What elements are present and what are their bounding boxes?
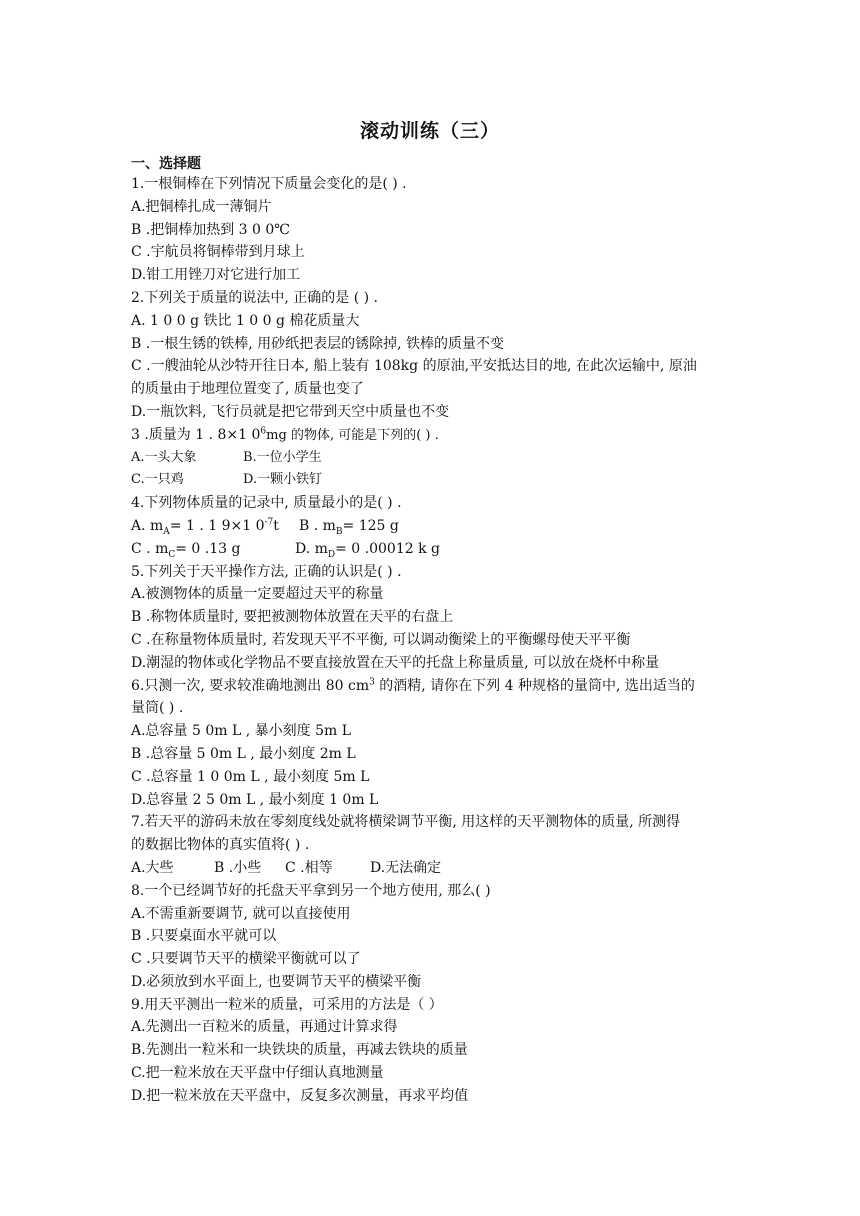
- question-9-option-d: D.把一粒米放在天平盘中，反复多次测量，再求平均值: [131, 1087, 469, 1104]
- question-4-option-b-value: = 125 g: [342, 517, 399, 534]
- question-1-option-d: D.钳工用锉刀对它进行加工: [131, 267, 301, 284]
- question-2-option-b: B .一根生锈的铁棒, 用砂纸把表层的锈除掉, 铁棒的质量不变: [131, 335, 504, 352]
- question-8-stem: 8.一个已经调节好的托盘天平拿到另一个地方使用, 那么( ): [131, 882, 491, 899]
- question-6-option-b: B .总容量 5 0m L , 最小刻度 2m L: [131, 745, 356, 762]
- question-7-options: [131, 857, 731, 880]
- question-2-option-d: D.一瓶饮料, 飞行员就是把它带到天空中质量也不变: [131, 403, 450, 420]
- question-6-stem-line2: 量筒( ) .: [131, 700, 184, 717]
- question-8-option-b: B .只要桌面水平就可以: [131, 928, 277, 945]
- section-heading: 一、选择题: [131, 156, 201, 172]
- question-6-option-d: D.总容量 2 5 0m L , 最小刻度 1 0m L: [131, 791, 379, 808]
- question-4-option-d-symbol: D. m: [295, 540, 328, 557]
- question-6-option-a: A.总容量 5 0m L , 暴小刻度 5m L: [131, 723, 352, 740]
- question-6-option-c: C .总容量 1 0 0m L , 最小刻度 5m L: [131, 768, 370, 785]
- question-5-option-b: B .称物体质量时, 要把被测物体放置在天平的右盘上: [131, 609, 454, 626]
- question-4-option-b-symbol: B . m: [299, 517, 336, 534]
- question-1-option-b: B .把铜棒加热到 3 0 0℃: [131, 221, 290, 238]
- question-4-option-d-value: = 0 .00012 k g: [335, 540, 440, 557]
- question-4-option-a-value: = 1 . 1 9×1 0: [169, 517, 265, 534]
- question-3-exponent: 6: [260, 426, 267, 437]
- question-5-stem: 5.下列关于天平操作方法, 正确的认识是( ) .: [131, 563, 402, 580]
- question-4-option-c-value: = 0 .13 g: [175, 540, 241, 557]
- question-4-option-b-subscript: B: [335, 526, 343, 537]
- question-1-option-a: A.把铜棒扎成一薄铜片: [131, 198, 272, 215]
- question-3-options-row2: [131, 469, 731, 492]
- question-6-exponent: 3: [369, 676, 375, 687]
- question-3-option-b: B.一位小学生: [243, 449, 322, 465]
- question-8-option-a: A.不需重新要调节, 就可以直接使用: [131, 905, 351, 922]
- question-4-stem: 4.下列物体质量的记录中, 质量最小的是( ) .: [131, 495, 402, 512]
- question-9-option-a: A.先测出一百粒米的质量，再通过计算求得: [131, 1019, 398, 1036]
- question-6-stem-suffix: 的酒精, 请你在下列 4 种规格的量筒中, 选出适当的: [374, 677, 695, 694]
- question-8-option-d: D.必须放到水平面上, 也要调节天平的横梁平衡: [131, 973, 422, 990]
- question-3-options-row1: [131, 447, 731, 470]
- question-3-option-d: D.一颗小铁钉: [243, 472, 323, 488]
- question-3-stem-prefix: 3 .质量为 1 . 8×1 0: [131, 426, 261, 443]
- question-6-stem-prefix: 6.只测一次, 要求较准确地测出 80 cm: [131, 677, 370, 694]
- question-2-option-c-line2: 的质量由于地理位置变了, 质量也变了: [131, 381, 364, 398]
- question-7-option-c: C .相等: [285, 859, 333, 876]
- question-2-option-c-line1: C .一艘油轮从沙特开往日本, 船上装有 108kg 的原油,平安抵达目的地, 在此次运输中, 原油: [131, 358, 697, 375]
- question-6-stem-line1: [131, 675, 731, 698]
- question-4-options-row2: [131, 538, 731, 561]
- question-4-option-a-subscript: A: [163, 526, 170, 537]
- question-4-option-d-subscript: D: [327, 549, 336, 560]
- question-7-option-d: D.无法确定: [370, 859, 442, 876]
- question-list: [131, 173, 731, 1108]
- question-7-stem-line1: 7.若天平的游码未放在零刻度线处就将横梁调节平衡, 用这样的天平测物体的质量, 所测得: [131, 814, 681, 831]
- question-3-stem-suffix: mg 的物体, 可能是下列的( ) .: [266, 427, 439, 443]
- question-2-stem: 2.下列关于质量的说法中, 正确的是 ( ) .: [131, 289, 378, 306]
- question-4-option-c-symbol: C . m: [131, 540, 169, 557]
- question-9-stem: 9.用天平测出一粒米的质量，可采用的方法是（ ）: [131, 996, 443, 1013]
- question-1-option-c: C .宇航员将铜棒带到月球上: [131, 244, 305, 261]
- question-5-option-a: A.被测物体的质量一定要超过天平的称量: [131, 586, 384, 603]
- question-4-option-a-unit: t: [273, 517, 279, 534]
- question-4-option-c: [131, 538, 295, 561]
- question-3-option-a: A.一头大象: [131, 449, 197, 465]
- question-5-option-c: C .在称量物体质量时, 若发现天平不平衡, 可以调动衡梁上的平衡螺母使天平平衡: [131, 631, 631, 648]
- question-4-option-b: [299, 515, 399, 538]
- question-8-option-c: C .只要调节天平的横梁平衡就可以了: [131, 951, 361, 968]
- question-4-option-c-subscript: C: [168, 549, 176, 560]
- question-7-stem-line2: 的数据比物体的真实值将( ) .: [131, 837, 310, 854]
- question-1-stem: 1.一根铜棒在下列情况下质量会变化的是( ) .: [131, 176, 407, 192]
- question-2-option-a: A. 1 0 0 g 铁比 1 0 0 g 棉花质量大: [131, 312, 360, 329]
- question-7-option-b: B .小些: [214, 859, 262, 876]
- question-4-option-a-symbol: A. m: [131, 517, 164, 534]
- question-4-options-row1: [131, 515, 731, 538]
- page-title: 滚动训练（三）: [359, 120, 500, 142]
- question-3-stem: [131, 424, 731, 447]
- question-4-option-a-exponent: -7: [264, 517, 274, 528]
- question-3-option-c: C.一只鸡: [131, 472, 184, 488]
- question-9-option-b: B.先测出一粒米和一块铁块的质量，再减去铁块的质量: [131, 1042, 468, 1059]
- question-9-option-c: C.把一粒米放在天平盘中仔细认真地测量: [131, 1065, 384, 1082]
- question-4-option-d: [295, 538, 440, 561]
- question-5-option-d: D.潮湿的物体或化学物品不要直接放置在天平的托盘上称量质量, 可以放在烧杯中称量: [131, 654, 660, 671]
- question-4-option-a: [131, 515, 299, 538]
- question-7-option-a: A.大些: [131, 859, 174, 876]
